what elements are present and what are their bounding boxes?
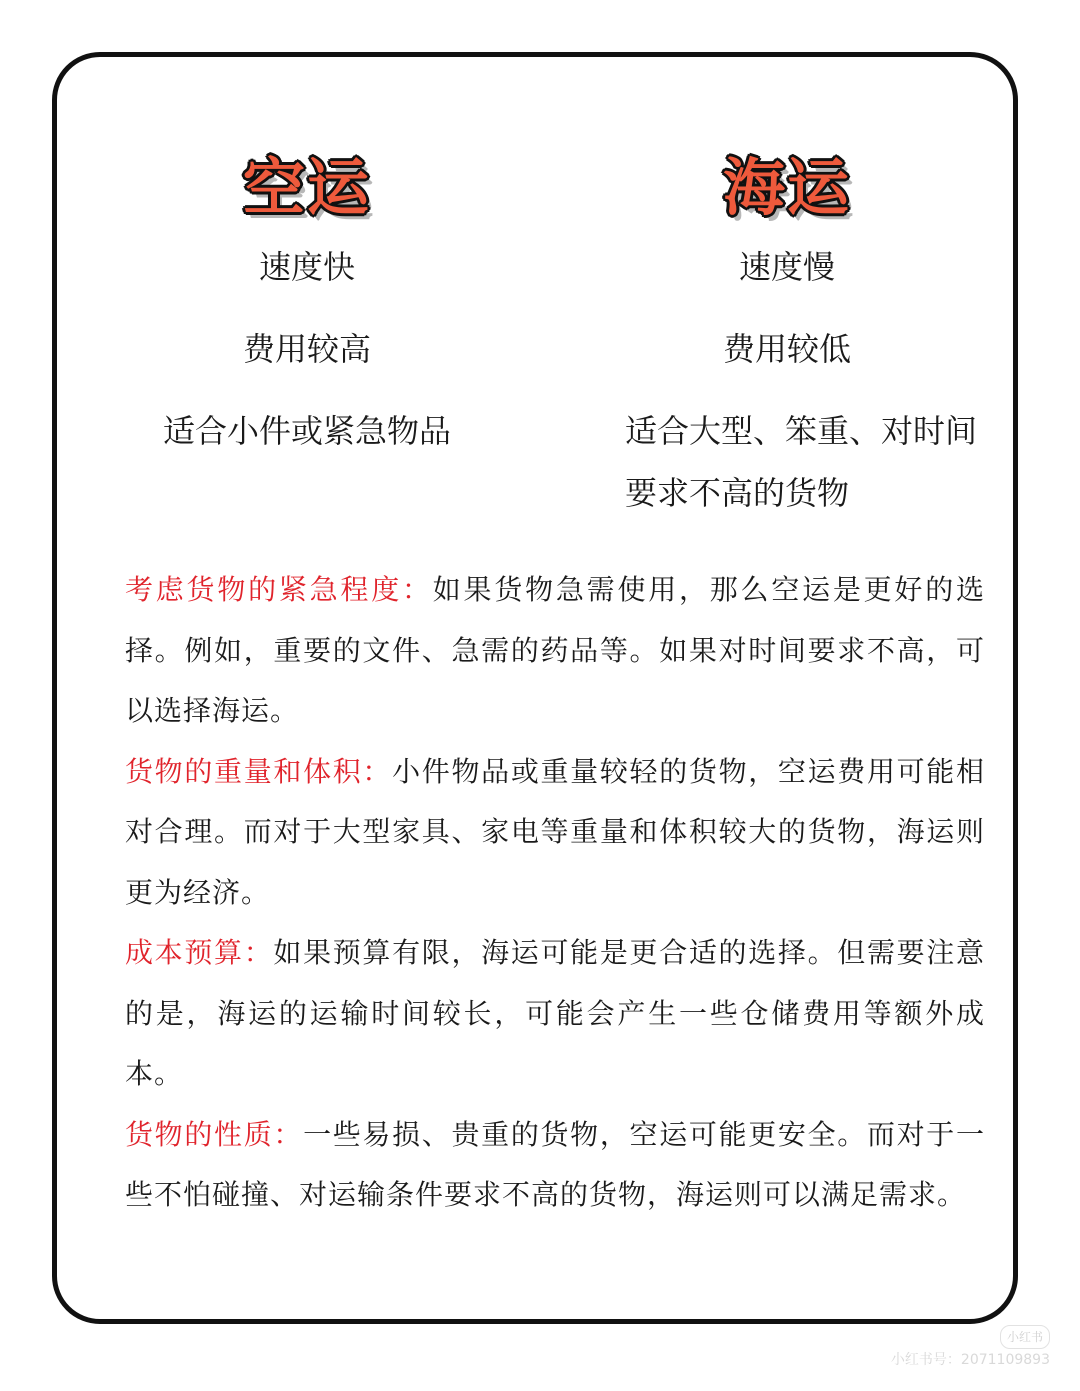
air-speed: 速度快 — [258, 248, 355, 286]
paragraph-weight-volume — [125, 742, 985, 924]
paragraph-text: 如果预算有限，海运可能是更合适的选择。但需要注意的是，海运的运输时间较长，可能会产生一些仓储费用等额外成本。 — [125, 936, 985, 1090]
watermark-badge: 小红书 — [1000, 1325, 1050, 1349]
sea-freight-title: 海运 — [722, 151, 851, 224]
paragraph-text: 如果货物急需使用，那么空运是更好的选择。例如，重要的文件、急需的药品等。如果对时间要求不高，可以选择海运。 — [125, 573, 985, 727]
sea-cost: 费用较低 — [722, 330, 851, 368]
sea-suitability: 适合大型、笨重、对时间要求不高的货物 — [625, 412, 978, 512]
air-freight-title: 空运 — [242, 151, 371, 224]
sea-freight-column — [597, 151, 978, 566]
paragraph-budget — [125, 923, 985, 1105]
paragraph-heading: 货物的重量和体积： — [125, 754, 393, 788]
paragraph-nature — [125, 1105, 985, 1226]
factors-section — [125, 560, 985, 1226]
sea-speed: 速度慢 — [738, 248, 835, 286]
watermark-text: 小红书号：2071109893 — [890, 1352, 1050, 1368]
paragraph-text: 小件物品或重量较轻的货物，空运费用可能相对合理。而对于大型家具、家电等重量和体积较大的货物，海运则更为经济。 — [125, 754, 985, 909]
paragraph-text: 一些易损、贵重的货物，空运可能更安全。而对于一些不怕碰撞、对运输条件要求不高的货物，海运则可以满足需求。 — [125, 1117, 985, 1211]
air-suitability: 适合小件或紧急物品 — [162, 412, 451, 450]
paragraph-heading: 考虑货物的紧急程度： — [125, 573, 433, 606]
watermark — [891, 1325, 1050, 1371]
air-cost: 费用较高 — [242, 330, 371, 368]
paragraph-heading: 成本预算： — [125, 936, 274, 969]
air-freight-column — [117, 151, 497, 493]
paragraph-urgency — [125, 560, 985, 742]
paragraph-heading: 货物的性质： — [125, 1117, 304, 1151]
comparison-card — [52, 52, 1018, 1324]
